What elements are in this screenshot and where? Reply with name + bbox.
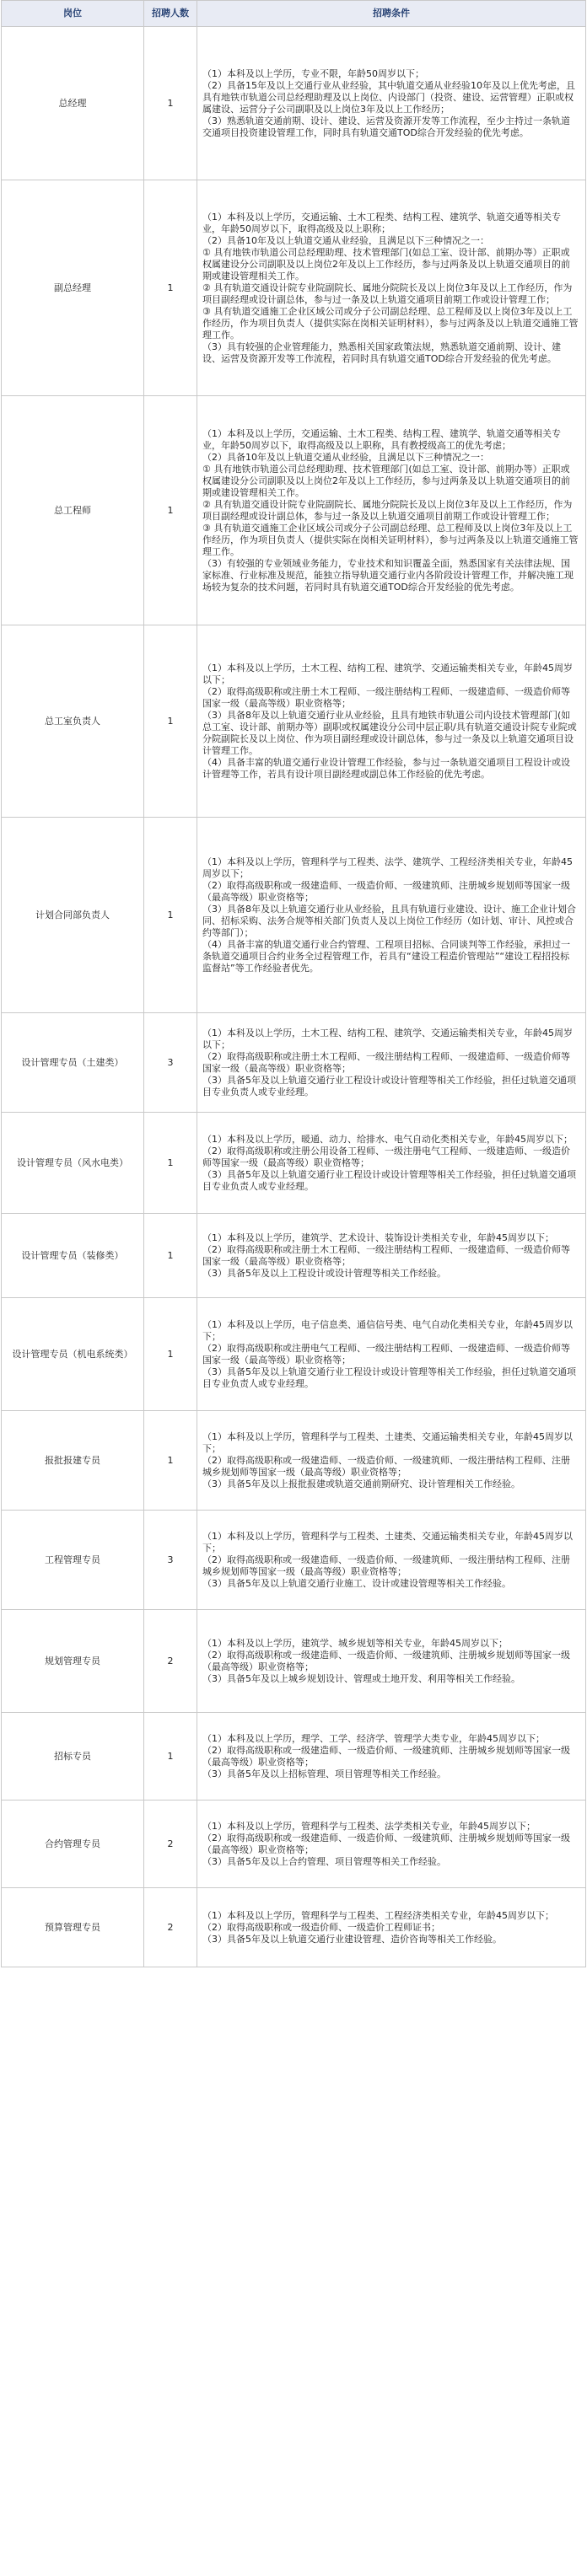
requirement-item: （1）本科及以上学历，土木工程、结构工程、建筑学、交通运输类相关专业，年龄45周岁以下； — [202, 662, 573, 685]
requirement-item: （2）取得高级职称或一级建造师、一级造价师、一级建筑师、注册城乡规划师等国家一级（最高等级）职业资格等； — [202, 1649, 570, 1672]
requirement-item: （3）具备5年及以上轨道交通行业施工、设计或建设管理等相关工作经验。 — [202, 1577, 511, 1589]
requirement-item: （1）本科及以上学历，管理科学与工程类、土建类、交通运输类相关专业，年龄45周岁以下； — [202, 1430, 573, 1454]
headcount-cell: 2 — [144, 1610, 197, 1713]
requirement-item: （3）具备5年及以上轨道交通行业建设管理、造价咨询等相关工作经验。 — [202, 1933, 502, 1945]
requirement-item: （3）具备8年及以上轨道交通行业从业经验，且具有地铁市轨道公司内设技术管理部门(如总工室、设计部、前期办等）副职或权属建设分公司中层正职/具有轨道交通设计院专业院或分院副院长及以上岗位、作为项目副经理或设计副总体，参与过一条及以上轨道交通项目设计管理工作。 — [202, 709, 577, 756]
requirements-cell — [197, 1411, 586, 1511]
requirement-item: （3）具备5年及以上报批报建或轨道交通前期研究、设计管理相关工作经验。 — [202, 1478, 520, 1489]
headcount-cell: 1 — [144, 180, 197, 396]
headcount-cell: 1 — [144, 1214, 197, 1298]
requirement-item: （2）取得高级职称或一级建造师、一级造价师、一级建筑师、一级注册结构工程师、注册城乡规划师等国家一级（最高等级）职业资格等； — [202, 1554, 570, 1577]
table-row — [2, 1888, 586, 1967]
headcount-cell: 1 — [144, 1298, 197, 1411]
requirements-cell — [197, 1610, 586, 1713]
requirements-cell — [197, 1214, 586, 1298]
requirement-item: （2）取得高级职称或注册土木工程师、一级注册结构工程师、一级建造师、一级造价师等国家一级（最高等级）职业资格等； — [202, 685, 570, 709]
requirement-item: （2）取得高级职称或一级建造师、一级造价师、一级建筑师、注册城乡规划师等国家一级（最高等级）职业资格等； — [202, 879, 570, 903]
requirement-item: （1）本科及以上学历，交通运输、土木工程类、结构工程、建筑学、轨道交通等相关专业，年龄50周岁以下，取得高级及以上职称； — [202, 211, 561, 234]
requirement-item: ③ 具有轨道交通施工企业区域公司或分子公司副总经理、总工程师及以上岗位3年及以上工作经历，作为项目负责人（提供实际在岗相关证明材料），参与过两条及以上轨道交通施工管理工作。 — [202, 522, 579, 557]
requirement-item: （3）具备5年及以上轨道交通行业工程设计或设计管理等相关工作经验，担任过轨道交通项目专业负责人或专业经理。 — [202, 1366, 576, 1389]
table-row — [2, 1214, 586, 1298]
position-cell: 计划合同部负责人 — [2, 818, 144, 1013]
requirements-cell — [197, 1511, 586, 1610]
requirement-item: （2）取得高级职称或一级建造师、一级造价师、一级建筑师、注册城乡规划师等国家一级（最高等级）职业资格等； — [202, 1744, 570, 1768]
requirement-item: （3）具备5年及以上轨道交通行业工程设计或设计管理等相关工作经验，担任过轨道交通项目专业负责人或专业经理。 — [202, 1168, 576, 1192]
position-cell: 合约管理专员 — [2, 1801, 144, 1888]
position-cell: 设计管理专员（土建类） — [2, 1013, 144, 1113]
requirement-item: （4）具备丰富的轨道交通行业设计管理工作经验，参与过一条轨道交通项目工程设计或设计管理等工作，若具有设计项目副经理或副总体工作经验的优先考虑。 — [202, 756, 570, 780]
requirement-item: （3）具有较强的企业管理能力，熟悉相关国家政策法规，熟悉轨道交通前期、设计、建设、运营及资源开发等工作流程，若同时具有轨道交通TOD综合开发经验的优先考虑。 — [202, 341, 561, 364]
table-row — [2, 1013, 586, 1113]
requirements-cell — [197, 1013, 586, 1113]
requirement-item: （3）熟悉轨道交通前期、设计、建设、运营及资源开发等工作流程，至少主持过一条轨道交通项目投资建设管理工作，同时具有轨道交通TOD综合开发经验的优先考虑。 — [202, 115, 570, 138]
requirement-item: （2）取得高级职称或注册公用设备工程师、一级注册电气工程师、一级建造师、一级造价师等国家一级（最高等级）职业资格等； — [202, 1145, 570, 1168]
position-cell: 报批报建专员 — [2, 1411, 144, 1511]
requirement-item: （1）本科及以上学历，交通运输、土木工程类、结构工程、建筑学、轨道交通等相关专业，年龄50周岁以下，取得高级及以上职称，具有教授级高工的优先考虑； — [202, 427, 561, 451]
header-requirements: 招聘条件 — [197, 1, 586, 27]
table-row — [2, 1713, 586, 1801]
headcount-cell: 2 — [144, 1801, 197, 1888]
position-cell: 设计管理专员（机电系统类） — [2, 1298, 144, 1411]
position-cell: 规划管理专员 — [2, 1610, 144, 1713]
requirement-item: ② 具有轨道交通设计院专业院副院长、属地分院院长及以上岗位3年及以上工作经历，作为项目副经理或设计副总体，参与过一条及以上轨道交通项目前期工作或设计管理工作； — [202, 282, 573, 305]
requirement-item: （1）本科及以上学历，管理科学与工程类、土建类、交通运输类相关专业，年龄45周岁以下； — [202, 1530, 573, 1554]
header-position: 岗位 — [2, 1, 144, 27]
table-row — [2, 180, 586, 396]
requirement-item: （1）本科及以上学历，管理科学与工程类、法学类相关专业，年龄45周岁以下； — [202, 1820, 536, 1832]
requirements-cell — [197, 1713, 586, 1801]
headcount-cell: 3 — [144, 1013, 197, 1113]
requirements-cell — [197, 1888, 586, 1967]
requirements-cell — [197, 625, 586, 818]
headcount-cell: 1 — [144, 27, 197, 180]
headcount-cell: 1 — [144, 396, 197, 625]
table-body — [2, 27, 586, 1967]
requirements-cell — [197, 1801, 586, 1888]
requirement-item: （3）具备5年及以上招标管理、项目管理等相关工作经验。 — [202, 1768, 446, 1779]
requirement-item: （2）取得高级职称或注册土木工程师、一级注册结构工程师、一级建造师、一级造价师等国家一级（最高等级）职业资格等； — [202, 1243, 570, 1267]
table-row — [2, 625, 586, 818]
requirement-item: （2）取得高级职称或一级建造师、一级造价师、一级建筑师、注册城乡规划师等国家一级（最高等级）职业资格等； — [202, 1832, 570, 1855]
headcount-cell: 3 — [144, 1511, 197, 1610]
requirement-item: ① 具有地铁市轨道公司总经理助理、技术管理部门(如总工室、设计部、前期办等）正职或权属建设分公司副职及以上岗位2年及以上工作经历，参与过两条及以上轨道交通项目的前期或建设管理相关工作。 — [202, 246, 570, 282]
position-cell: 工程管理专员 — [2, 1511, 144, 1610]
table-row — [2, 396, 586, 625]
position-cell: 设计管理专员（风水电类） — [2, 1113, 144, 1214]
table-row — [2, 1113, 586, 1214]
position-cell: 预算管理专员 — [2, 1888, 144, 1967]
requirement-item: （3）有较强的专业领域业务能力，专业技术和知识覆盖全面，熟悉国家有关法律法规、国家标准、行业标准及规范，能独立指导轨道交通行业内各阶段设计管理工作，并解决施工现场较为复杂的技术问题，若同时具有轨道交通TOD综合开发经验的优先考虑。 — [202, 557, 574, 593]
requirement-item: （4）具备丰富的轨道交通行业合约管理、工程项目招标、合同谈判等工作经验，承担过一条轨道交通项目合约业务全过程管理工作，若具有“建设工程造价管理站”“建设工程招投标监督站”等工作经验者优先。 — [202, 938, 570, 974]
requirement-item: （1）本科及以上学历，管理科学与工程类、工程经济类相关专业，年龄45周岁以下； — [202, 1909, 554, 1921]
table-header-row — [2, 1, 586, 27]
requirement-item: （1）本科及以上学历，土木工程、结构工程、建筑学、交通运输类相关专业，年龄45周岁以下； — [202, 1027, 573, 1050]
requirement-item: ② 具有轨道交通设计院专业院副院长、属地分院院长及以上岗位3年及以上工作经历，作为项目副经理或设计副总体，参与过一条及以上轨道交通项目前期工作或设计管理工作； — [202, 498, 573, 522]
requirements-cell — [197, 1113, 586, 1214]
table-row — [2, 1610, 586, 1713]
requirement-item: （1）本科及以上学历，管理科学与工程类、法学、建筑学、工程经济类相关专业，年龄45周岁以下； — [202, 856, 573, 879]
headcount-cell: 1 — [144, 1713, 197, 1801]
position-cell: 副总经理 — [2, 180, 144, 396]
requirement-item: （2）具备10年及以上轨道交通从业经验，且满足以下三种情况之一： — [202, 234, 489, 246]
table-row — [2, 818, 586, 1013]
position-cell: 招标专员 — [2, 1713, 144, 1801]
requirement-item: （1）本科及以上学历，专业不限，年龄50周岁以下； — [202, 67, 424, 79]
position-cell: 总经理 — [2, 27, 144, 180]
requirement-item: （2）取得高级职称或一级造价师、一级造价工程师证书； — [202, 1921, 440, 1933]
requirements-cell — [197, 180, 586, 396]
table-row — [2, 1411, 586, 1511]
requirements-cell — [197, 1298, 586, 1411]
requirement-item: （3）具备8年及以上轨道交通行业从业经验，且具有轨道行业建设、设计、施工企业计划合同、招标采购、法务合规等相关部门负责人及以上岗位工作经历（如计划、审计、风控或合约等部门）； — [202, 903, 576, 938]
requirement-item: （3）具备5年及以上工程设计或设计管理等相关工作经验。 — [202, 1267, 446, 1279]
requirement-item: （2）具备15年及以上交通行业从业经验，其中轨道交通从业经验10年及以上优先考虑，且具有地铁市轨道公司总经理助理及以上岗位、内设部门（投资、建设、运营管理）正职或权属建设、运营分子公司副职及以上岗位3年及以上工作经历； — [202, 79, 575, 115]
headcount-cell: 1 — [144, 625, 197, 818]
table-row — [2, 1511, 586, 1610]
recruitment-table — [1, 0, 586, 1967]
table-row — [2, 1801, 586, 1888]
requirement-item: （2）取得高级职称或注册电气工程师、一级注册结构工程师、一级建造师、一级造价师等国家一级（最高等级）职业资格等； — [202, 1342, 570, 1366]
requirements-cell — [197, 818, 586, 1013]
requirement-item: （2）取得高级职称或注册土木工程师、一级注册结构工程师、一级建造师、一级造价师等国家一级（最高等级）职业资格等； — [202, 1050, 570, 1074]
requirement-item: （3）具备5年及以上城乡规划设计、管理或土地开发、利用等相关工作经验。 — [202, 1672, 520, 1684]
requirement-item: （1）本科及以上学历，暖通、动力、给排水、电气自动化类相关专业，年龄45周岁以下； — [202, 1133, 573, 1145]
requirement-item: （2）具备10年及以上轨道交通从业经验，且满足以下三种情况之一： — [202, 451, 489, 463]
requirement-item: ③ 具有轨道交通施工企业区域公司或分子公司副总经理、总工程师及以上岗位3年及以上工作经历，作为项目负责人（提供实际在岗相关证明材料），参与过两条及以上轨道交通施工管理工作。 — [202, 305, 579, 341]
requirement-item: （3）具备5年及以上轨道交通行业工程设计或设计管理等相关工作经验，担任过轨道交通项目专业负责人或专业经理。 — [202, 1074, 576, 1097]
headcount-cell: 1 — [144, 818, 197, 1013]
requirement-item: （1）本科及以上学历，理学、工学、经济学、管理学大类专业，年龄45周岁以下； — [202, 1732, 545, 1744]
table-row — [2, 1298, 586, 1411]
requirement-item: （3）具备5年及以上合约管理、项目管理等相关工作经验。 — [202, 1855, 446, 1867]
headcount-cell: 1 — [144, 1411, 197, 1511]
requirement-item: （1）本科及以上学历，建筑学、艺术设计、装饰设计类相关专业，年龄45周岁以下； — [202, 1232, 554, 1243]
position-cell: 总工室负责人 — [2, 625, 144, 818]
headcount-cell: 1 — [144, 1113, 197, 1214]
headcount-cell: 2 — [144, 1888, 197, 1967]
requirement-item: ① 具有地铁市轨道公司总经理助理、技术管理部门(如总工室、设计部、前期办等）正职或权属建设分公司副职及以上岗位2年及以上工作经历，参与过两条及以上轨道交通项目的前期或建设管理相关工作。 — [202, 463, 570, 498]
header-count: 招聘人数 — [144, 1, 197, 27]
requirements-cell — [197, 396, 586, 625]
position-cell: 总工程师 — [2, 396, 144, 625]
requirements-cell — [197, 27, 586, 180]
requirement-item: （1）本科及以上学历，建筑学、城乡规划等相关专业，年龄45周岁以下； — [202, 1637, 508, 1649]
table-row — [2, 27, 586, 180]
requirement-item: （2）取得高级职称或一级建造师、一级造价师、一级建筑师、一级注册结构工程师、注册城乡规划师等国家一级（最高等级）职业资格等； — [202, 1454, 570, 1478]
requirement-item: （1）本科及以上学历，电子信息类、通信信号类、电气自动化类相关专业，年龄45周岁以下； — [202, 1318, 573, 1342]
position-cell: 设计管理专员（装修类） — [2, 1214, 144, 1298]
